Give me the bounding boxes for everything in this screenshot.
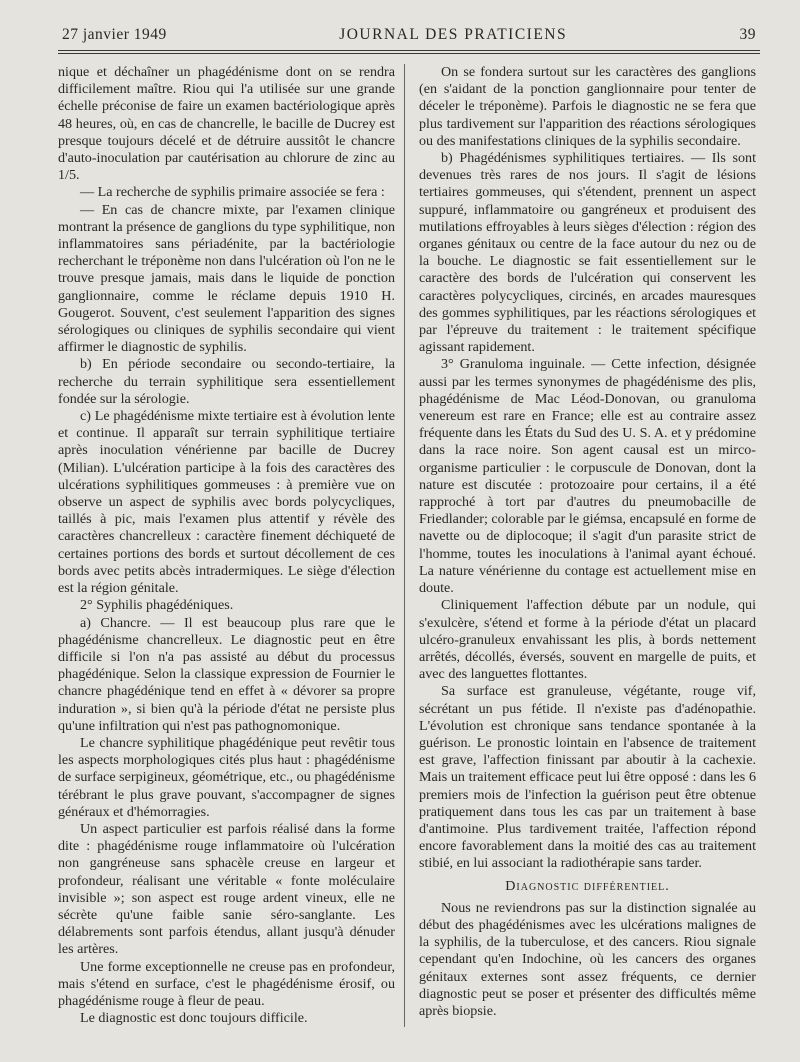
- paragraph: c) Le phagédénisme mixte tertiaire est à évolution lente et continue. Il apparaît sur terrain syphilitique tertiaire après inoculation vénérienne par bacille de Ducrey (Milian). L'ulcération participe à la fois des caractères des ulcérations syphilitiques gommeuses : à première vue on observe un aspect de syphilis avec bords polycycliques, taillés à pic, mais l'examen plus attentif y révèle des caractères chancrelleux : caractère finement déchiqueté de certaines portions des bords et surtout décollement de ces bords avec petits abcès intradermiques. Le siège d'élection est la région génitale.: [58, 408, 395, 597]
- paragraph: b) En période secondaire ou secondo-tertiaire, la recherche du terrain syphilitique sera essentiellement fondée sur la sérologie.: [58, 356, 395, 407]
- paragraph: Le diagnostic est donc toujours difficile.: [80, 1010, 308, 1027]
- paragraph: Cliniquement l'affection débute par un nodule, qui s'exulcère, s'étend et forme à la période d'état un placard ulcéro-granuleux envahissant les plis, à bords nettement arrêtés, décollés, éversés, souvent en margelle de puits, et avec des languettes flottantes.: [419, 597, 756, 683]
- journal-title: JOURNAL DES PRATICIENS: [339, 26, 568, 43]
- left-column: [58, 64, 404, 1027]
- paragraph: — La recherche de syphilis primaire associée se fera :: [80, 184, 385, 201]
- paragraph: a) Chancre. — Il est beaucoup plus rare que le phagédénisme chancrelleux. Le diagnostic peut en être difficile si l'on n'a pas assisté au début du processus phagédénique. Selon la classique expression de Fournier le chancre phagédénique tend en effet à « dévorer sa propre induration », si bien qu'à la période d'état ne persiste plus qu'une infiltration qui n'est pas pathognomonique.: [58, 614, 395, 734]
- page-number: 39: [739, 26, 756, 43]
- paragraph: Une forme exceptionnelle ne creuse pas en profondeur, mais s'étend en surface, c'est le phagédénisme érosif, ou phagédénisme rouge à fleur de peau.: [58, 958, 395, 1009]
- issue-date: 27 janvier 1949: [62, 26, 167, 43]
- text-columns: [58, 64, 760, 1027]
- paragraph: 3° Granuloma inguinale. — Cette infection, désignée aussi par les termes synonymes de phagédénisme des plis, phagédénisme de Mac Léod-Donovan, ou granuloma venereum est rare en France; elle est au contraire assez fréquente dans les États du Sud des U. S. A. et y prédomine dans la race noire. Son agent causal est un mirco-organisme particulier : le corpuscule de Donovan, dont la nature est discutée : protozoaire pour certains, il a été rapproché à tort par d'autres du pneumobacille de Friedlander; colorable par le giémsa, encapsulé en forme de navette ou de diplocoque; il s'agit d'un parasite strict de l'homme, toutes les inoculations à l'animal ayant échoué. La nature vénérienne du contage est actuellement mise en doute.: [419, 356, 756, 597]
- header-rule: [58, 50, 760, 51]
- paragraph: — En cas de chancre mixte, par l'examen clinique montrant la présence de ganglions du type syphilitique, non inflammatoires sans périadénite, par la bactériologie recherchant le tréponème non dans l'ulcération où l'on ne le trouve presque jamais, mais dans le liquide de ponction ganglionnaire, comme le réclame depuis 1910 H. Gougerot. Souvent, c'est seulement l'apparition des signes sérologiques ou cliniques de syphilis secondaire qui vient affirmer le diagnostic de syphilis.: [58, 201, 395, 356]
- right-column: [405, 64, 756, 1027]
- paragraph: Un aspect particulier est parfois réalisé dans la forme dite : phagédénisme rouge inflammatoire où l'ulcération non gangréneuse sans sphacèle creuse en largeur et profondeur, réalisant une véritable « fonte moléculaire invisible »; son aspect est rouge ardent vineux, elle ne sécrète qu'une faible sanie séro-sanglante. Les délabrements sont parfois étendus, allant jusqu'à dénuder les artères.: [58, 820, 395, 958]
- section-heading: Diagnostic différentiel.: [505, 877, 670, 894]
- paragraph: On se fondera surtout sur les caractères des ganglions (en s'aidant de la ponction ganglionnaire pour tenter de déceler le tréponème). Parfois le diagnostic ne se fera que plus tardivement sur l'apparition des réactions sérologiques ou des manifestations cliniques de la syphilis secondaire.: [419, 64, 756, 149]
- paragraph: Sa surface est granuleuse, végétante, rouge vif, sécrétant un pus fétide. Il n'existe pas d'adénopathie. L'évolution est chronique sans tendance spontanée à la guérison. Le pronostic lointain en l'absence de traitement est grave, l'affection finissant par aboutir à la cachexie. Mais un traitement efficace peut lui être opposé : dans les 6 premiers mois de l'infection la guérison peut être obtenue pratiquement dans tous les cas par un traitement à base d'antimoine. Plus tardivement traitée, l'affection répond encore favorablement dans la moitié des cas au traitement stibié, en lui associant la radiothérapie sans tarder.: [419, 683, 756, 872]
- header-rule-thin: [58, 53, 760, 54]
- paragraph: Nous ne reviendrons pas sur la distinction signalée au début des phagédénismes avec les ulcérations malignes de la syphilis, de la tuberculose, et des cancers. Riou signale cependant qu'en Indochine, où les cancers des organes génitaux externes sont assez fréquents, ce dernier diagnostic peut se poser et présenter des difficultés même après biopsie.: [419, 899, 756, 1019]
- paragraph: 2° Syphilis phagédéniques.: [80, 597, 234, 614]
- paragraph: nique et déchaîner un phagédénisme dont on se rendra difficilement maître. Riou qui l'a utilisée sur une grande échelle préconise de faire un examen bactériologique après 48 heures, où, en cas de chancrelle, le bacille de Ducrey est presque toujours décelé et de détruire aussitôt le chancre d'auto-inoculation par cautérisation au chlorure de zinc au 1/5.: [58, 64, 395, 184]
- page-header: [58, 26, 760, 50]
- paragraph: Le chancre syphilitique phagédénique peut revêtir tous les aspects morphologiques cités plus haut : phagédénisme de surface serpigineux, géométrique, etc., ou phagédénisme térébrant le plus grave pouvant, s'accompagner de signes généraux et d'hémorragies.: [58, 734, 395, 820]
- paragraph: b) Phagédénismes syphilitiques tertiaires. — Ils sont devenues très rares de nos jours. Il s'agit de lésions tertiaires gommeuses, qui s'étendent, prennent un aspect suppuré, inflammatoire ou gangréneux et produisent des mutilations effroyables à leurs sièges d'élection : région des organes génitaux ou centre de la face autour du nez ou de la bouche. Le diagnostic se fait essentiellement sur le caractère des bords de l'ulcération qui conservent les caractères polycycliques, circinés, en arcades mauresques des gommes syphilitiques, par les réactions sérologiques et par l'épreuve du traitement : le traitement spécifique agissant rapidement.: [419, 150, 756, 356]
